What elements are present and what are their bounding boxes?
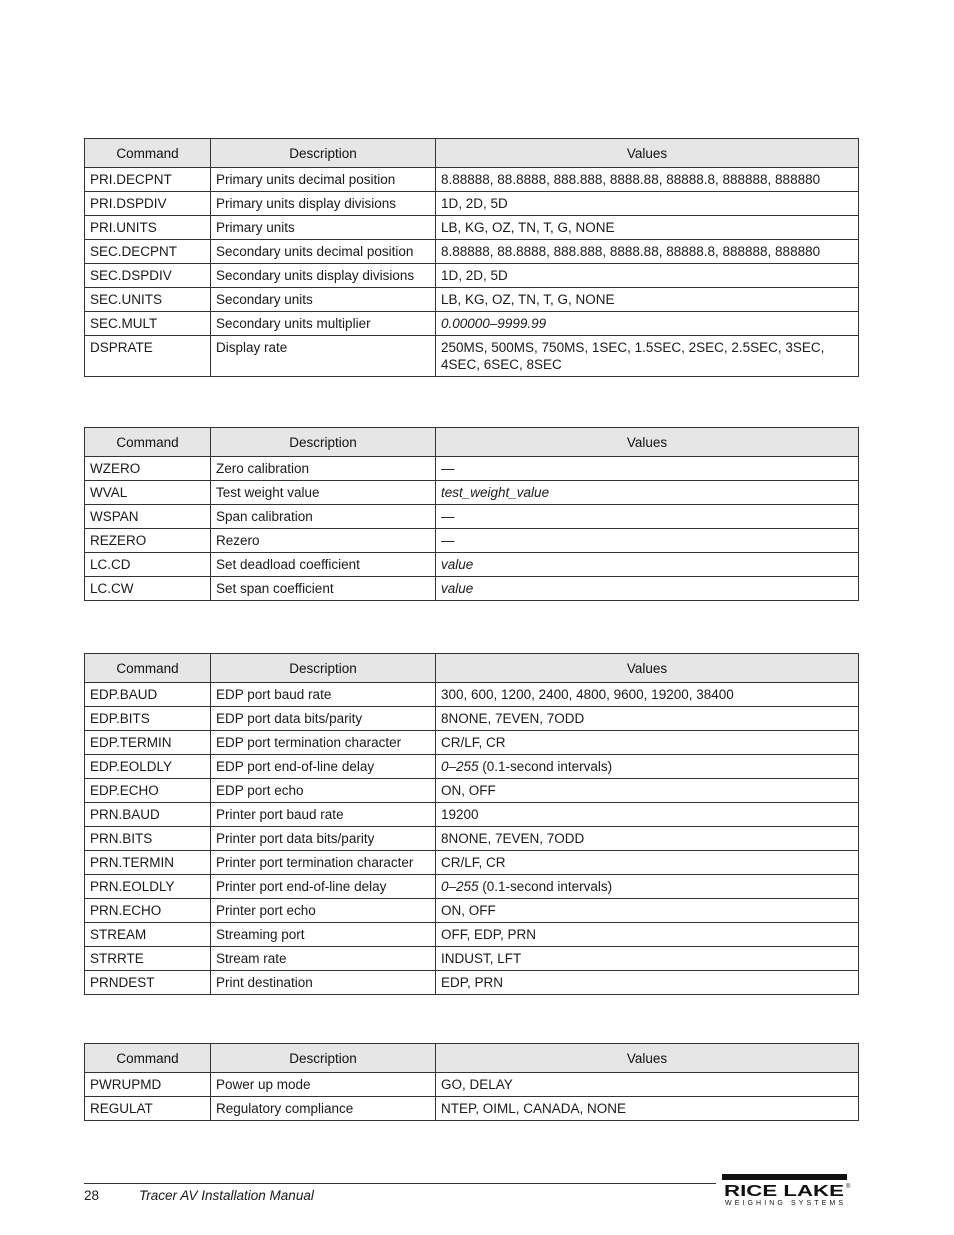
values-cell (436, 899, 859, 923)
table-row (85, 481, 859, 505)
table-row (85, 553, 859, 577)
table-row (85, 683, 859, 707)
description-cell: Stream rate (211, 947, 436, 971)
values-cell (436, 288, 859, 312)
values-cell (436, 457, 859, 481)
description-cell: Primary units display divisions (211, 192, 436, 216)
values-text: 0–255 (441, 759, 479, 774)
values-text: value (441, 581, 474, 596)
table-row (85, 827, 859, 851)
column-header-values: Values (436, 1044, 859, 1073)
table-header-row (85, 1044, 859, 1073)
description-cell: Test weight value (211, 481, 436, 505)
description-cell: Print destination (211, 971, 436, 995)
command-cell: PRNDEST (85, 971, 211, 995)
table-row (85, 1097, 859, 1121)
command-cell: EDP.TERMIN (85, 731, 211, 755)
logo-subtitle: WEIGHING SYSTEMS (725, 1200, 843, 1207)
values-cell (436, 851, 859, 875)
page-number: 28 (84, 1188, 100, 1203)
values-cell (436, 755, 859, 779)
table-row (85, 803, 859, 827)
values-text: CR/LF, CR (441, 735, 506, 750)
values-cell (436, 312, 859, 336)
command-cell: SEC.DECPNT (85, 240, 211, 264)
values-cell (436, 481, 859, 505)
command-cell: PRI.DSPDIV (85, 192, 211, 216)
column-header-command: Command (85, 654, 211, 683)
column-header-values: Values (436, 139, 859, 168)
command-cell: LC.CW (85, 577, 211, 601)
values-cell (436, 875, 859, 899)
values-cell (436, 971, 859, 995)
description-cell: EDP port echo (211, 779, 436, 803)
table-row (85, 755, 859, 779)
values-cell (436, 827, 859, 851)
values-text: — (441, 461, 455, 476)
values-cell (436, 192, 859, 216)
table-row (85, 457, 859, 481)
description-cell: Printer port baud rate (211, 803, 436, 827)
table-row (85, 529, 859, 553)
values-text: value (441, 557, 474, 572)
column-header-values: Values (436, 654, 859, 683)
values-text: 8.88888, 88.8888, 888.888, 8888.88, 88888.8, 888888, 888880 (441, 172, 821, 187)
values-text: 8.88888, 88.8888, 888.888, 8888.88, 88888.8, 888888, 888880 (441, 244, 821, 259)
table-row (85, 505, 859, 529)
values-text: LB, KG, OZ, TN, T, G, NONE (441, 292, 615, 307)
values-cell (436, 947, 859, 971)
values-note: (0.1-second intervals) (478, 879, 613, 894)
values-cell (436, 264, 859, 288)
column-header-values: Values (436, 428, 859, 457)
command-cell: EDP.ECHO (85, 779, 211, 803)
description-cell: Regulatory compliance (211, 1097, 436, 1121)
column-header-command: Command (85, 139, 211, 168)
description-cell: Rezero (211, 529, 436, 553)
table-row (85, 899, 859, 923)
table-row (85, 240, 859, 264)
values-text: GO, DELAY (441, 1077, 513, 1092)
values-text: 0.00000–9999.99 (441, 316, 547, 331)
table-row (85, 577, 859, 601)
description-cell: Secondary units (211, 288, 436, 312)
values-cell (436, 731, 859, 755)
table-row (85, 288, 859, 312)
column-header-description: Description (211, 1044, 436, 1073)
description-cell: Set deadload coefficient (211, 553, 436, 577)
rice-lake-logo (722, 1172, 854, 1208)
logo-wordmark: RICE LAKE (724, 1183, 845, 1200)
table-row (85, 875, 859, 899)
values-cell (436, 553, 859, 577)
description-cell: Set span coefficient (211, 577, 436, 601)
footer-divider (84, 1183, 716, 1184)
command-cell: WZERO (85, 457, 211, 481)
table-header-row (85, 139, 859, 168)
values-cell (436, 779, 859, 803)
values-text: 1D, 2D, 5D (441, 196, 508, 211)
description-cell: Primary units decimal position (211, 168, 436, 192)
table-row (85, 971, 859, 995)
table-row (85, 192, 859, 216)
values-note: (0.1-second intervals) (478, 759, 613, 774)
column-header-command: Command (85, 428, 211, 457)
description-cell: Primary units (211, 216, 436, 240)
values-cell (436, 577, 859, 601)
values-text: ON, OFF (441, 783, 496, 798)
description-cell: Secondary units multiplier (211, 312, 436, 336)
column-header-description: Description (211, 428, 436, 457)
values-cell (436, 168, 859, 192)
table-row (85, 1073, 859, 1097)
command-cell: PWRUPMD (85, 1073, 211, 1097)
command-cell: SEC.DSPDIV (85, 264, 211, 288)
values-text: 0–255 (441, 879, 479, 894)
values-cell (436, 216, 859, 240)
table-row (85, 779, 859, 803)
values-cell (436, 240, 859, 264)
command-cell: EDP.EOLDLY (85, 755, 211, 779)
values-text: 250MS, 500MS, 750MS, 1SEC, 1.5SEC, 2SEC, 2.5SEC, 3SEC, 4SEC, 6SEC, 8SEC (441, 340, 825, 372)
values-text: ON, OFF (441, 903, 496, 918)
table-row (85, 312, 859, 336)
description-cell: EDP port end-of-line delay (211, 755, 436, 779)
values-text: CR/LF, CR (441, 855, 506, 870)
values-text: test_weight_value (441, 485, 550, 500)
command-cell: DSPRATE (85, 336, 211, 377)
description-cell: Power up mode (211, 1073, 436, 1097)
command-cell: PRN.BAUD (85, 803, 211, 827)
values-cell (436, 336, 859, 377)
description-cell: Zero calibration (211, 457, 436, 481)
values-text: — (441, 533, 455, 548)
description-cell: Printer port echo (211, 899, 436, 923)
values-cell (436, 923, 859, 947)
values-text: LB, KG, OZ, TN, T, G, NONE (441, 220, 615, 235)
command-table-1 (84, 138, 859, 377)
description-cell: Streaming port (211, 923, 436, 947)
values-text: 300, 600, 1200, 2400, 4800, 9600, 19200, 38400 (441, 687, 734, 702)
description-cell: Printer port end-of-line delay (211, 875, 436, 899)
command-cell: PRI.UNITS (85, 216, 211, 240)
description-cell: Printer port data bits/parity (211, 827, 436, 851)
values-cell (436, 529, 859, 553)
description-cell: EDP port termination character (211, 731, 436, 755)
values-cell (436, 1097, 859, 1121)
description-cell: Display rate (211, 336, 436, 377)
command-cell: STRRTE (85, 947, 211, 971)
values-text: 8NONE, 7EVEN, 7ODD (441, 711, 585, 726)
table-row (85, 216, 859, 240)
description-cell: Span calibration (211, 505, 436, 529)
table-row (85, 264, 859, 288)
table-header-row (85, 428, 859, 457)
description-cell: EDP port data bits/parity (211, 707, 436, 731)
values-cell (436, 1073, 859, 1097)
description-cell: Printer port termination character (211, 851, 436, 875)
values-text: 1D, 2D, 5D (441, 268, 508, 283)
table-row (85, 851, 859, 875)
values-text: INDUST, LFT (441, 951, 522, 966)
values-cell (436, 505, 859, 529)
values-cell (436, 683, 859, 707)
table-row (85, 923, 859, 947)
command-table-2 (84, 427, 859, 601)
command-cell: PRN.BITS (85, 827, 211, 851)
table-header-row (85, 654, 859, 683)
logo-registered-mark: ® (846, 1184, 851, 1190)
command-cell: SEC.MULT (85, 312, 211, 336)
values-cell (436, 803, 859, 827)
table-row (85, 947, 859, 971)
command-table-3 (84, 653, 859, 995)
command-cell: SEC.UNITS (85, 288, 211, 312)
command-table-4 (84, 1043, 859, 1121)
values-text: 19200 (441, 807, 479, 822)
command-cell: PRN.EOLDLY (85, 875, 211, 899)
values-text: 8NONE, 7EVEN, 7ODD (441, 831, 585, 846)
command-cell: REGULAT (85, 1097, 211, 1121)
values-text: NTEP, OIML, CANADA, NONE (441, 1101, 627, 1116)
command-cell: PRN.TERMIN (85, 851, 211, 875)
command-cell: EDP.BITS (85, 707, 211, 731)
command-cell: REZERO (85, 529, 211, 553)
column-header-command: Command (85, 1044, 211, 1073)
command-cell: PRN.ECHO (85, 899, 211, 923)
command-cell: STREAM (85, 923, 211, 947)
command-cell: WVAL (85, 481, 211, 505)
table-row (85, 168, 859, 192)
column-header-description: Description (211, 139, 436, 168)
description-cell: Secondary units decimal position (211, 240, 436, 264)
command-cell: PRI.DECPNT (85, 168, 211, 192)
table-row (85, 336, 859, 377)
manual-title: Tracer AV Installation Manual (139, 1188, 314, 1203)
column-header-description: Description (211, 654, 436, 683)
values-text: OFF, EDP, PRN (441, 927, 537, 942)
command-cell: WSPAN (85, 505, 211, 529)
table-row (85, 707, 859, 731)
values-text: — (441, 509, 455, 524)
values-text: EDP, PRN (441, 975, 504, 990)
description-cell: EDP port baud rate (211, 683, 436, 707)
values-cell (436, 707, 859, 731)
command-cell: EDP.BAUD (85, 683, 211, 707)
description-cell: Secondary units display divisions (211, 264, 436, 288)
command-cell: LC.CD (85, 553, 211, 577)
table-row (85, 731, 859, 755)
